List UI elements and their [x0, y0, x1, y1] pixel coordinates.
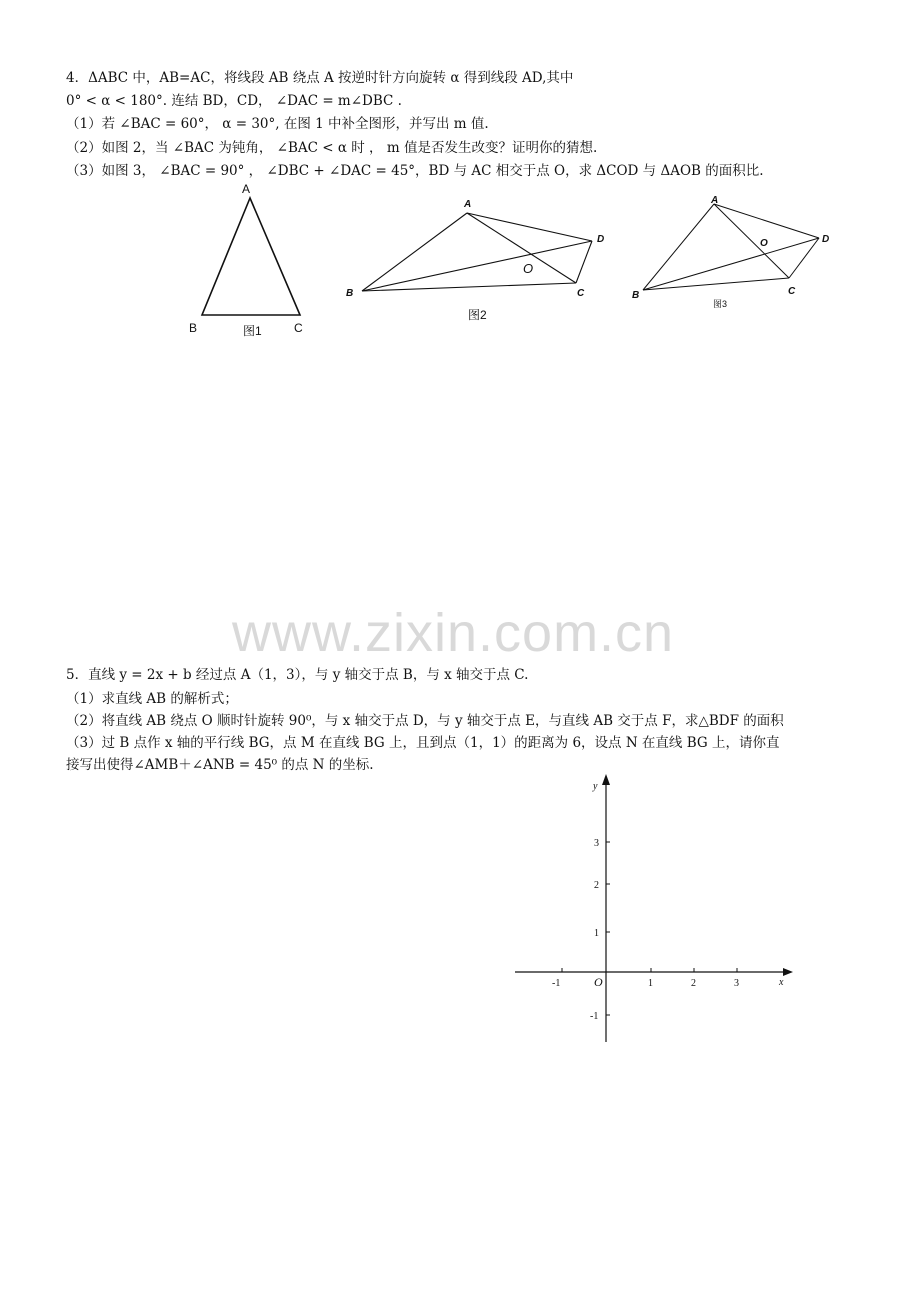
problem5-question2: （2）将直线 AB 绕点 O 顺时针旋转 90⁰，与 x 轴交于点 D，与 y 轴交于点 E，与直线 AB 交于点 F，求△BDF 的面积 [66, 713, 784, 729]
fig1-label-c: C [294, 321, 303, 335]
fig2-caption: 图2 [468, 308, 487, 322]
fig2-label-c: C [577, 288, 585, 299]
fig2-label-b: B [346, 288, 354, 299]
y-tick-label: 1 [594, 928, 599, 939]
problem5-question3-line1: （3）过 B 点作 x 轴的平行线 BG，点 M 在直线 BG 上，且到点（1，1）的距离为 6，设点 N 在直线 BG 上，请你直 [66, 735, 780, 751]
y-tick-label: 2 [594, 880, 599, 891]
problem4-question3: （3）如图 3， ∠BAC = 90° ， ∠DBC + ∠DAC = 45°，BD 与 AC 相交于点 O，求 ΔCOD 与 ΔAOB 的面积比. [66, 163, 764, 179]
problem4-line1: 4．ΔABC 中，AB=AC，将线段 AB 绕点 A 按逆时针方向旋转 α 得到线段 AD,其中 [66, 70, 574, 86]
y-tick-label: 3 [594, 838, 599, 849]
x-axis-label: x [779, 977, 784, 988]
x-tick-label: 2 [691, 978, 696, 989]
fig3-label-a: A [711, 195, 719, 206]
origin-label: O [594, 975, 603, 989]
fig3-label-o: O [760, 238, 768, 249]
fig2-label-a: A [464, 199, 472, 210]
figure-1 [180, 180, 320, 340]
figure-2 [340, 195, 620, 330]
fig3-label-b: B [632, 290, 640, 301]
fig1-label-a: A [242, 182, 251, 196]
fig1-label-b: B [189, 321, 198, 335]
y-tick-label: -1 [590, 1011, 599, 1022]
problem4-question1: （1）若 ∠BAC = 60°， α = 30°, 在图 1 中补全图形，并写出 m 值. [66, 116, 489, 132]
x-tick-label: 1 [648, 978, 653, 989]
x-tick-label: 3 [734, 978, 739, 989]
problem5-line1: 5．直线 y = 2x + b 经过点 A（1，3），与 y 轴交于点 B，与 x 轴交于点 C. [66, 667, 529, 683]
fig3-caption: 图3 [713, 299, 728, 309]
problem5-question1: （1）求直线 AB 的解析式； [66, 691, 238, 707]
figure-3 [625, 190, 840, 325]
problem4-question2: （2）如图 2，当 ∠BAC 为钝角， ∠BAC < α 时 ， m 值是否发生改变？证明你的猜想. [66, 140, 598, 156]
fig3-label-c: C [788, 286, 796, 297]
x-tick-label: -1 [552, 978, 561, 989]
fig2-label-d: D [597, 234, 605, 245]
problem4-line2: 0° < α < 180°. 连结 BD，CD， ∠DAC = m∠DBC . [66, 93, 402, 109]
watermark: www.zixin.com.cn [232, 603, 675, 663]
problem5-question3-line2: 接写出使得∠AMB＋∠ANB = 45⁰ 的点 N 的坐标. [66, 757, 374, 773]
fig3-label-d: D [822, 234, 830, 245]
y-axis-label: y [593, 781, 598, 792]
fig1-caption: 图1 [243, 324, 262, 338]
coordinate-axes [505, 770, 805, 1050]
fig2-label-o: O [523, 261, 534, 276]
